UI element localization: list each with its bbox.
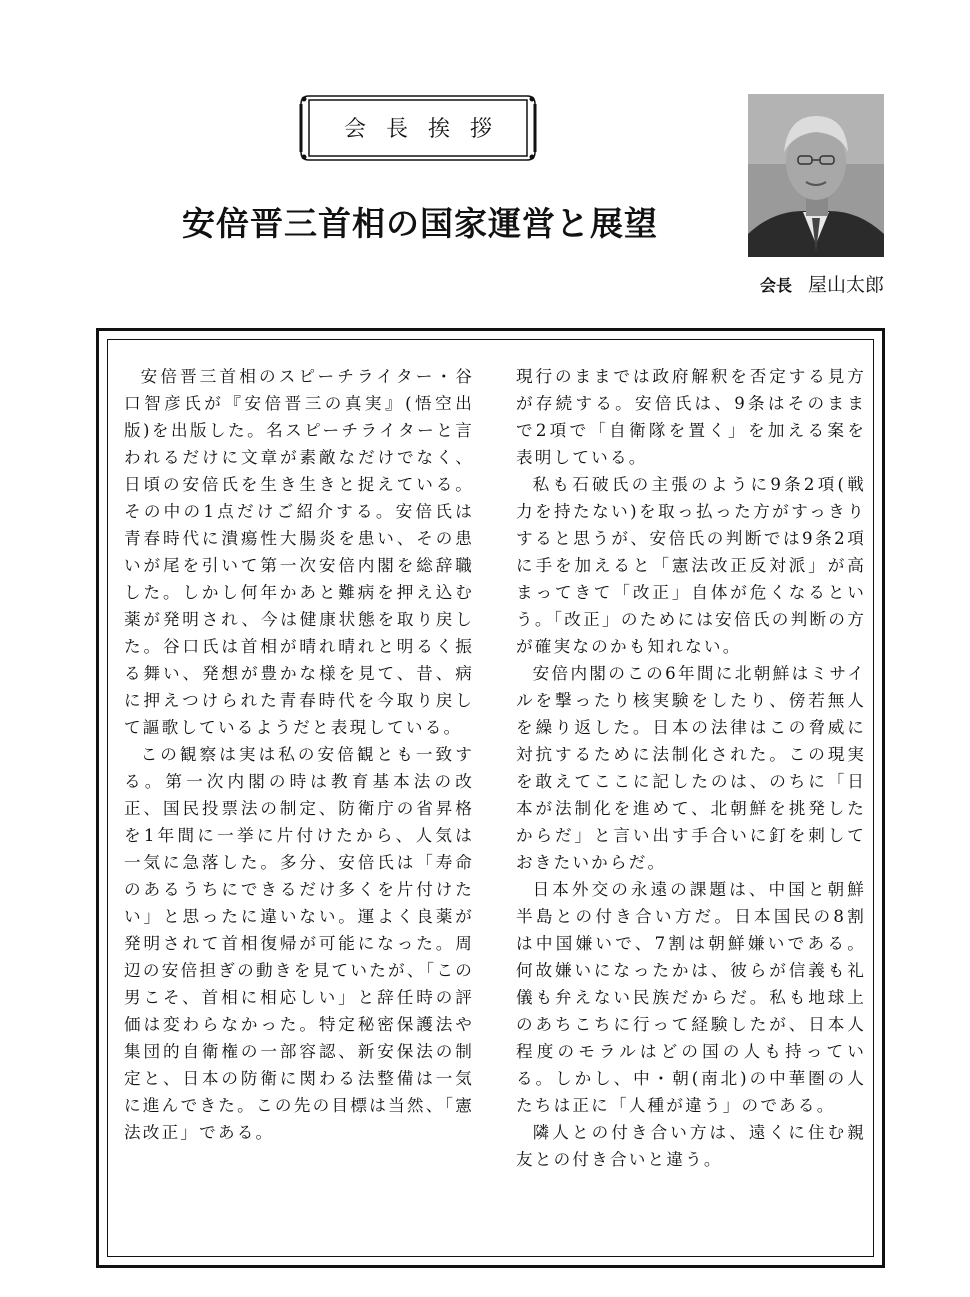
paragraph: 日本外交の永遠の課題は、中国と朝鮮半島との付き合い方だ。日本国民の8割は中国嫌いで、7割は朝鮮嫌いである。何故嫌いになったかは、彼らが信義も礼儀も弁えない民族だからだ。私も地球上のあちこちに行って経験したが、日本人程度のモラルはどの国の人も持っている。しかし、中・朝(南北)の中華圏の人たちは正に「人種が違う」のである。 xyxy=(516,880,866,1115)
section-label: 会長挨拶 xyxy=(343,117,512,142)
paragraph: この観察は実は私の安倍観とも一致する。第一次内閣の時は教育基本法の改正、国民投票法の制定、防衛庁の省昇格を1年間に一挙に片付けたから、人気は一気に急落した。多分、安倍氏は「寿命のあるうちにできるだけ多くを片付けたい」と思ったに違いない。運よく良薬が発明されて首相復帰が可能になった。周辺の安倍担ぎの動きを見ていたが、「この男こそ、首相に相応しい」と辞任時の評価は変わらなかった。特定秘密保護法や集団的自衛権の一部容認、新安保法の制定と、日本の防衛に関わる法整備は一気に進んできた。この先の目標は当然、「憲法改正」である。 xyxy=(124,745,474,1142)
paragraph: 隣人との付き合い方は、遠くに住む親友との付き合いと違う。 xyxy=(516,1123,866,1169)
paragraph: 現行のままでは政府解釈を否定する見方が存続する。安倍氏は、9条はそのままで2項で「自衛隊を置く」を加える案を表明している。 xyxy=(516,367,866,467)
article-column-left xyxy=(124,363,474,1146)
author-name: 屋山太郎 xyxy=(807,274,884,296)
author-role: 会長 xyxy=(759,276,792,295)
author-byline xyxy=(700,270,884,297)
paragraph: 私も石破氏の主張のように9条2項(戦力を持たない)を取っ払った方がすっきりすると思うが、安倍氏の判断では9条2項に手を加えると「憲法改正反対派」が高まってきて「改正」自体が危くなるという。「改正」のためには安倍氏の判断の方が確実なのかも知れない。 xyxy=(516,475,866,656)
paragraph: 安倍内閣のこの6年間に北朝鮮はミサイルを撃ったり核実験をしたり、傍若無人を繰り返した。日本の法律はこの脅威に対抗するために法制化された。この現実を敢えてここに記したのは、のちに「日本が法制化を進めて、北朝鮮を挑発したからだ」と言い出す手合いに釘を刺しておきたいからだ。 xyxy=(516,664,866,872)
section-heading-box xyxy=(297,94,539,162)
author-photo xyxy=(748,94,884,257)
article-column-right xyxy=(516,363,866,1173)
article-title: 安倍晋三首相の国家運営と展望 xyxy=(182,204,658,243)
paragraph: 安倍晋三首相のスピーチライター・谷口智彦氏が『安倍晋三の真実』(悟空出版)を出版した。名スピーチライターと言われるだけに文章が素敵なだけでなく、日頃の安倍氏を生き生きと捉えている。その中の1点だけご紹介する。安倍氏は青春時代に潰瘍性大腸炎を患い、その患いが尾を引いて第一次安倍内閣を総辞職した。しかし何年かあと難病を押え込む薬が発明され、今は健康状態を取り戻した。谷口氏は首相が晴れ晴れと明るく振る舞い、発想が豊かな様を見て、昔、病に押えつけられた青春時代を今取り戻して謳歌しているようだと表現している。 xyxy=(124,367,474,737)
